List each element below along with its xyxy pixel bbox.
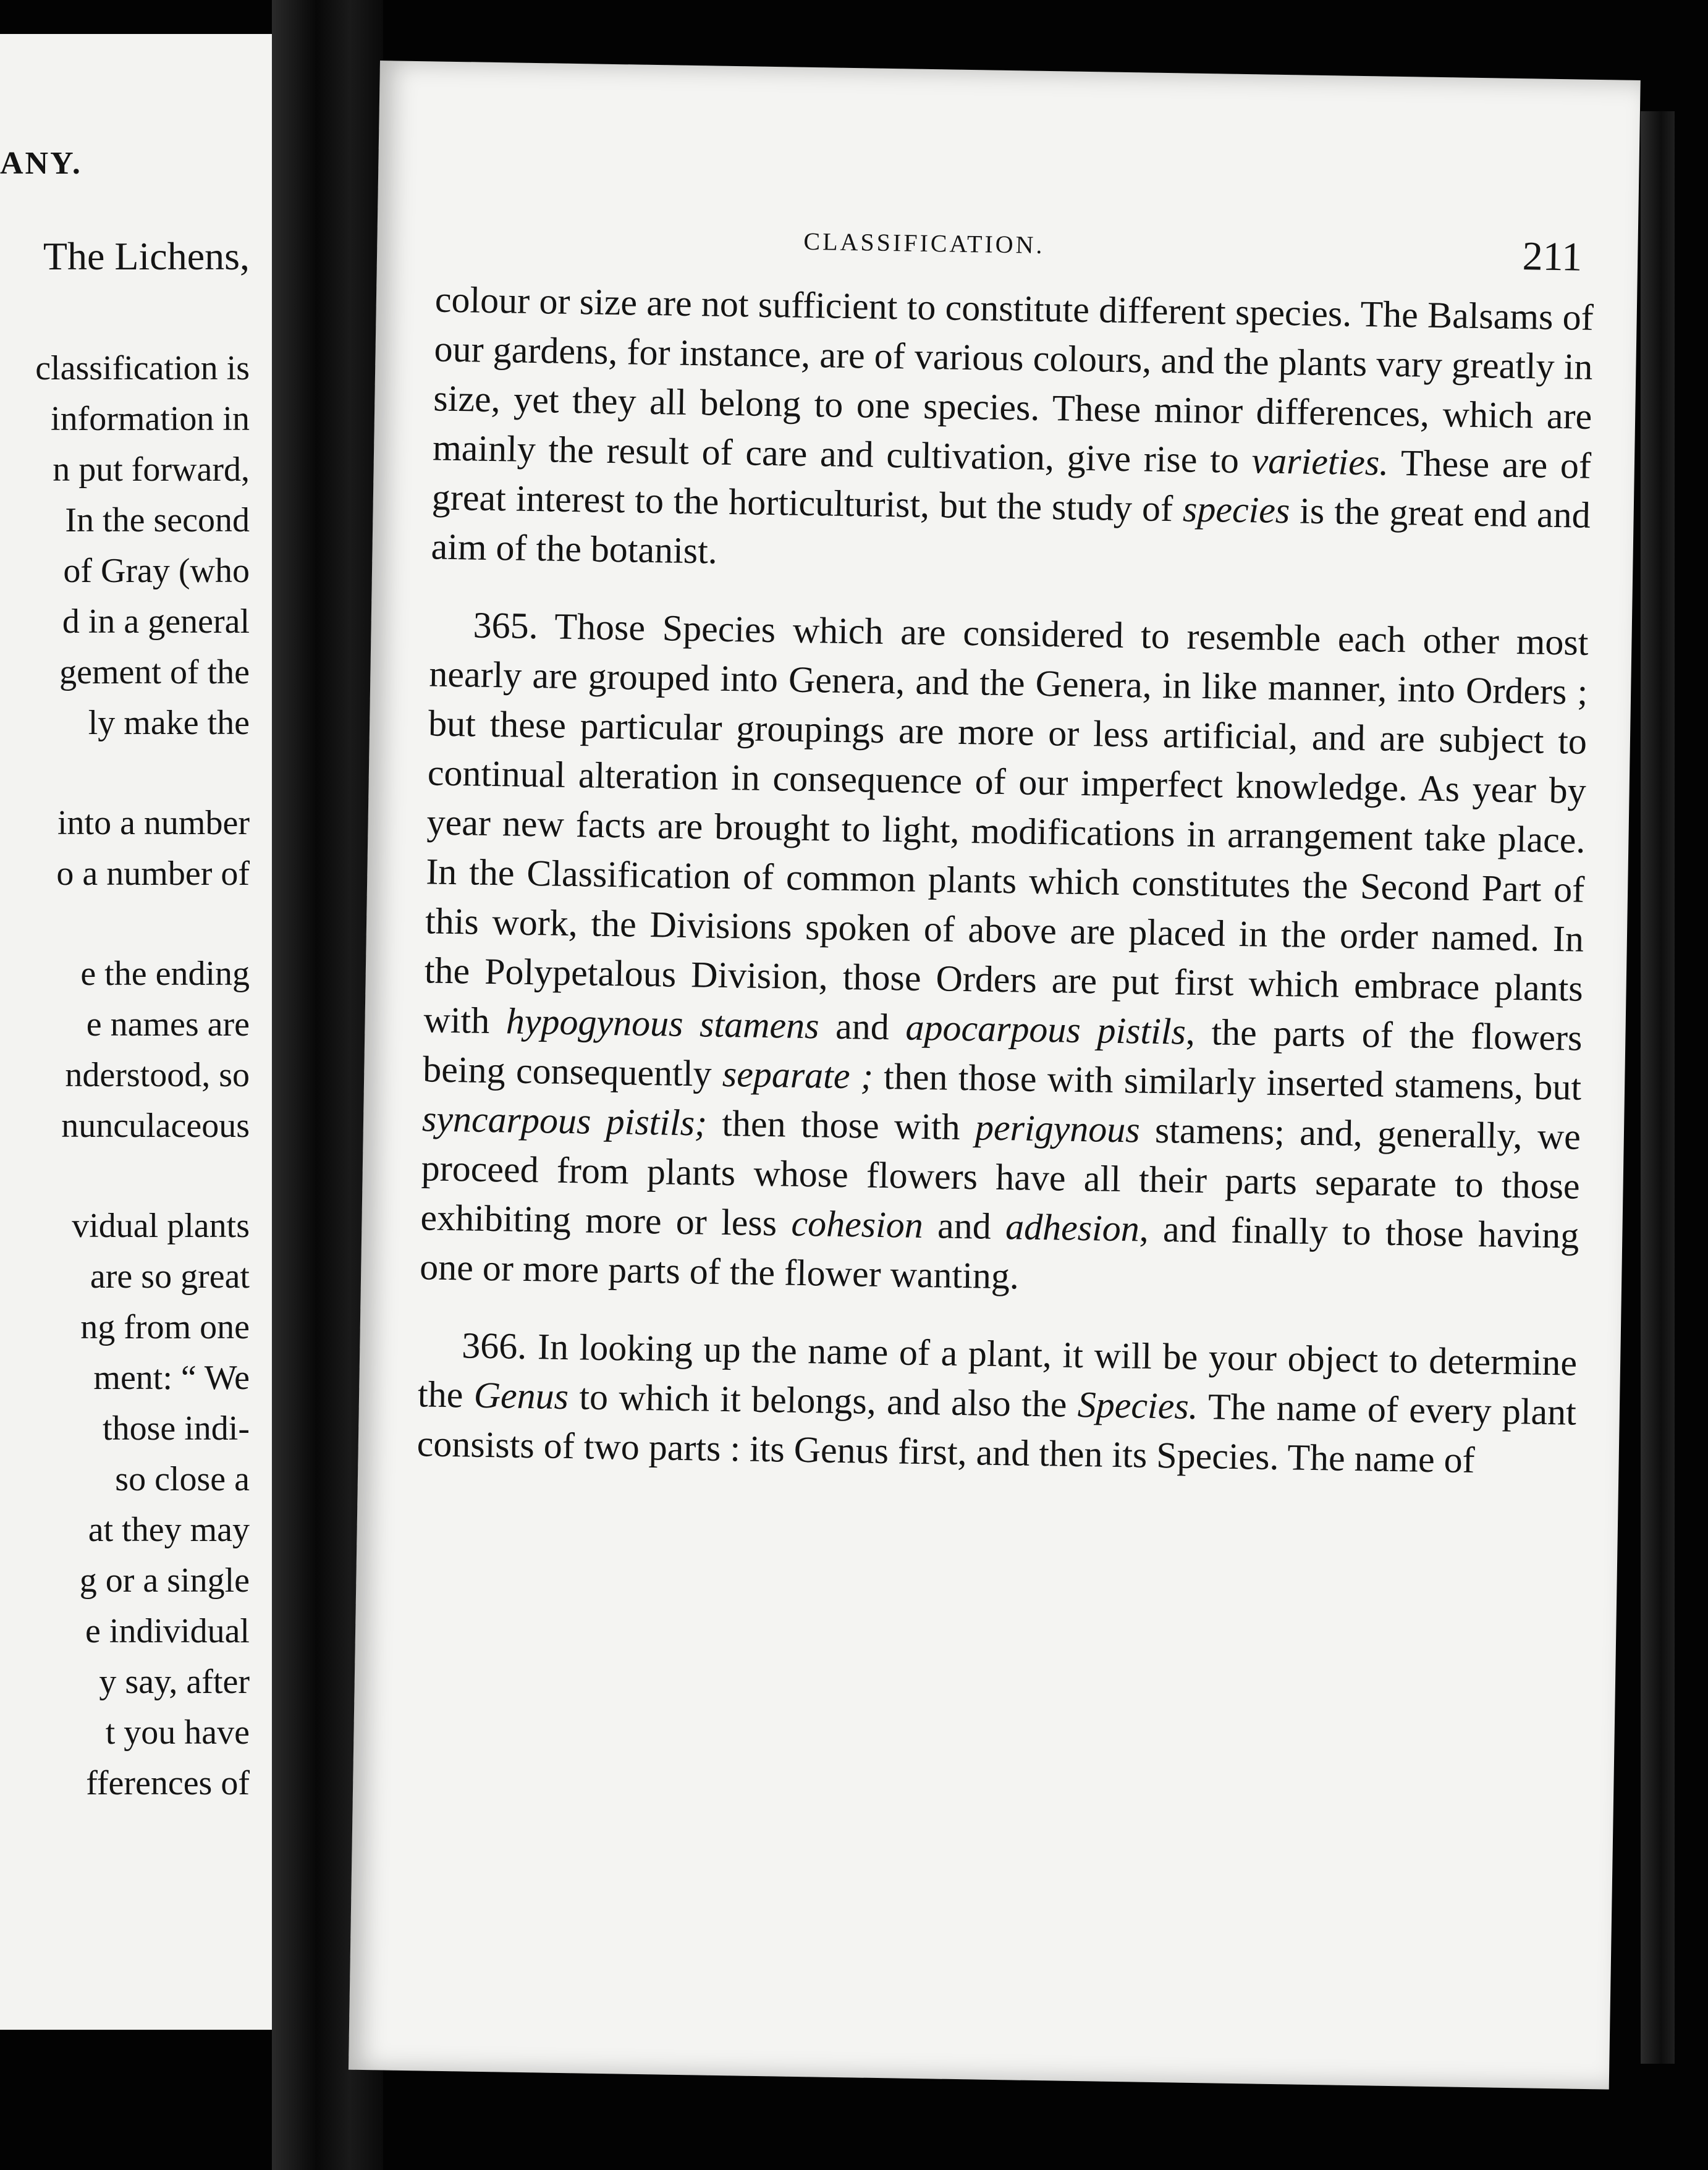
left-text-line: vidual plants xyxy=(72,1207,250,1245)
left-text-line: at they may xyxy=(88,1511,250,1549)
left-text-line: t you have xyxy=(105,1713,250,1752)
text-run: These are of great interest to the horticulturist, but the study of xyxy=(431,442,1592,530)
left-text-line: g or a single xyxy=(79,1561,250,1600)
italic-term: species xyxy=(1182,488,1290,531)
italic-term: Genus xyxy=(473,1374,569,1417)
left-text-line: are so great xyxy=(90,1257,250,1296)
left-text-line: d in a general xyxy=(62,602,250,641)
text-run: then those with xyxy=(706,1102,976,1148)
left-text-line: nunculaceous xyxy=(61,1107,250,1145)
right-page xyxy=(349,61,1641,2090)
left-heading: The Lichens, xyxy=(43,234,250,278)
page-body xyxy=(416,274,1594,1514)
italic-term: hypogynous stamens xyxy=(505,1000,820,1047)
text-run: 365. Those Species which are considered to resemble each other most nearly are grouped into Genera, and the Genera, in like manner, into Orders ; but these particular groupings are more or less artificial, and are subject to continual alteration in consequence of our imperfect knowledge. As year by year new facts are brought to light, modifications in arrangement take place. In the Classification of common plants which constitutes the Second Part of this work, the Divisions spoken of above are placed in the order named. In the Polypetalous Division, those Orders are put first which embrace plants with xyxy=(423,604,1589,1042)
left-text-line: e the ending xyxy=(80,955,250,993)
left-text-line: those indi- xyxy=(103,1409,250,1448)
text-run: and xyxy=(923,1205,1006,1248)
left-running-head: ANY. xyxy=(0,146,82,181)
line-gap xyxy=(0,899,250,948)
left-page-fragment xyxy=(0,34,272,2030)
italic-term: separate ; xyxy=(722,1053,874,1097)
left-text-line: o a number of xyxy=(56,855,250,893)
left-text-line: y say, after xyxy=(99,1663,250,1701)
text-run: 366. In looking up the name of a plant, it will be your object to determine the xyxy=(417,1325,1578,1416)
paragraph-365 xyxy=(420,599,1589,1309)
text-run: The name of every plant consists of two parts : its Genus first, and then its Species. The name of xyxy=(416,1386,1577,1481)
left-text-line: of Gray (who xyxy=(63,552,250,590)
left-text-line: gement of the xyxy=(59,653,250,691)
text-run: , the parts of the flowers being consequently xyxy=(422,1011,1583,1094)
text-run: is the great end and aim of the botanist. xyxy=(431,490,1591,572)
page-edge xyxy=(1641,111,1675,2064)
left-text-line: so close a xyxy=(115,1460,250,1498)
text-run: stamens; and, generally, we proceed from plants whose flowers have all their parts separate to those exhibiting more or less xyxy=(420,1109,1581,1244)
italic-term: Species. xyxy=(1077,1384,1199,1427)
italic-term: syncarpous pistils; xyxy=(421,1098,708,1144)
paragraph-continued xyxy=(431,274,1594,589)
line-gap xyxy=(0,748,250,798)
left-text-line: into a number xyxy=(57,804,250,842)
italic-term: apocarpous pistils xyxy=(905,1007,1186,1052)
left-text-line: ly make the xyxy=(88,704,250,742)
left-text-line: e names are xyxy=(86,1005,250,1044)
left-text-line: information in xyxy=(51,400,250,438)
text-run: to which it belongs, and also the xyxy=(568,1376,1078,1425)
left-text-line: In the second xyxy=(65,501,250,539)
left-text-line: ng from one xyxy=(80,1308,250,1346)
text-run: and xyxy=(819,1005,907,1048)
text-run: then those with similarly inserted stamens, but xyxy=(873,1055,1582,1108)
italic-term: varieties. xyxy=(1251,440,1389,483)
left-text-line: classification is xyxy=(35,349,250,387)
left-text-line: e individual xyxy=(85,1612,250,1650)
page-header xyxy=(377,215,1638,284)
italic-term: perigynous xyxy=(974,1107,1141,1150)
left-text-line: n put forward, xyxy=(53,450,250,489)
left-page-lines xyxy=(0,219,250,1809)
text-run: colour or size are not sufficient to constitute different species. The Balsams of our gardens, for instance, are of various colours, and the plants vary greatly in size, yet they all belong to one species. These minor differences, which are mainly the result of care and cultivation, give rise to xyxy=(432,279,1594,481)
paragraph-366 xyxy=(416,1320,1578,1486)
line-gap xyxy=(0,1151,250,1201)
italic-term: cohesion xyxy=(791,1202,924,1246)
left-text-line: fferences of xyxy=(86,1764,250,1802)
running-title: CLASSIFICATION. xyxy=(803,227,1045,259)
italic-term: adhesion xyxy=(1005,1206,1140,1249)
left-text-line: nderstood, so xyxy=(65,1056,250,1094)
page-number: 211 xyxy=(1522,234,1583,280)
text-run: , and finally to those having one or more parts of the flower wanting. xyxy=(419,1208,1579,1297)
left-text-line: ment: “ We xyxy=(93,1359,250,1397)
